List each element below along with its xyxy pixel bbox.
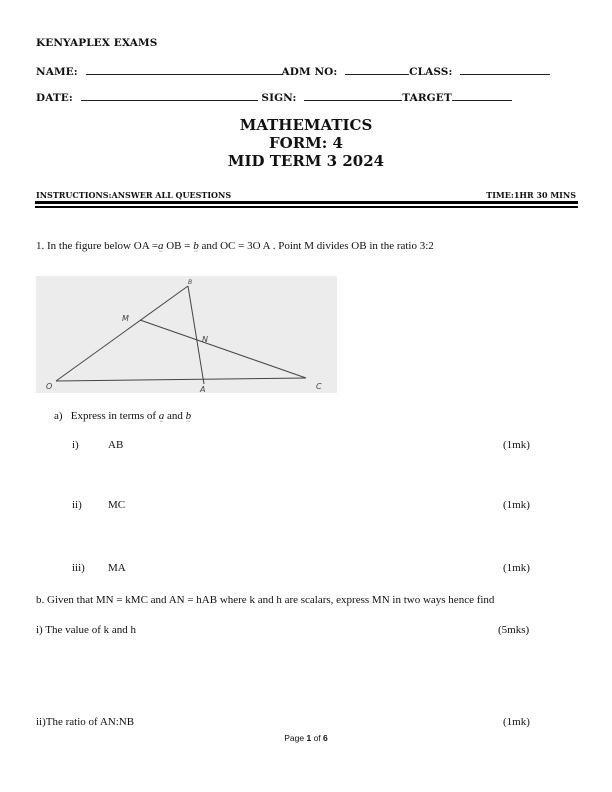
subject-title: MATHEMATICS bbox=[239, 116, 373, 134]
name-field[interactable] bbox=[86, 65, 282, 75]
stem-text-1: 1. In the figure below OA = bbox=[36, 240, 158, 252]
instructions-text: INSTRUCTIONS:ANSWER ALL QUESTIONS bbox=[36, 190, 232, 200]
part-a-prefix: a) bbox=[54, 410, 63, 422]
vector-b: b ~ bbox=[186, 410, 192, 422]
part-a-item-marks: (1mk) bbox=[503, 562, 530, 574]
adm-no-field[interactable] bbox=[345, 65, 409, 75]
label-n: N bbox=[202, 335, 208, 344]
vector-a: a ~ bbox=[158, 240, 164, 252]
page-word: Page bbox=[284, 733, 305, 743]
name-label: NAME: bbox=[36, 66, 78, 78]
part-b-item-label: ii)The ratio of AN:NB bbox=[36, 716, 135, 728]
part-a-item-label: AB bbox=[108, 439, 124, 451]
divider-thin bbox=[35, 206, 578, 208]
part-a-item-num: i) bbox=[72, 439, 79, 451]
part-b-item-label: i) The value of k and h bbox=[36, 624, 136, 636]
part-b-item-marks: (5mks) bbox=[498, 624, 530, 636]
target-label: TARGET bbox=[402, 92, 452, 104]
label-b: B bbox=[188, 279, 193, 286]
stem-text-2: OB = bbox=[163, 240, 191, 252]
current-page: 1 bbox=[306, 733, 312, 743]
page-footer bbox=[0, 733, 612, 743]
label-o: O bbox=[46, 382, 53, 391]
target-field[interactable] bbox=[452, 91, 512, 101]
of-word: of bbox=[313, 733, 321, 743]
part-b-item-marks: (1mk) bbox=[503, 716, 530, 728]
part-a-and: and bbox=[167, 410, 183, 422]
vector-b: b ~ bbox=[193, 240, 199, 252]
part-a-text: Express in terms of bbox=[70, 410, 157, 422]
divider-thick bbox=[35, 201, 578, 204]
vector-a: a ~ bbox=[159, 410, 165, 422]
part-a-item-marks: (1mk) bbox=[503, 499, 530, 511]
part-b-text: b. Given that MN = kMC and AN = hAB where k and h are scalars, express MN in two ways hence find bbox=[36, 594, 495, 606]
class-field[interactable] bbox=[460, 65, 550, 75]
stem-text-3: and OC = 3O A . Point M divides OB in the ratio 3:2 bbox=[198, 240, 434, 252]
part-a-header bbox=[54, 410, 191, 422]
total-pages: 6 bbox=[323, 733, 328, 743]
label-a: A bbox=[200, 385, 206, 393]
exam-title: MID TERM 3 2024 bbox=[227, 152, 385, 170]
part-a-item-num: ii) bbox=[72, 499, 82, 511]
header-row-2 bbox=[36, 91, 512, 104]
triangle-diagram-icon bbox=[36, 276, 337, 393]
date-label: DATE: bbox=[36, 92, 73, 104]
label-m: M bbox=[122, 314, 129, 323]
triangle-figure bbox=[36, 276, 337, 393]
form-title: FORM: 4 bbox=[269, 134, 343, 152]
sign-label: SIGN: bbox=[261, 92, 297, 104]
time-text: TIME:1HR 30 MINS bbox=[486, 190, 576, 200]
adm-no-label: ADM NO: bbox=[281, 66, 338, 78]
part-a-item-marks: (1mk) bbox=[503, 439, 530, 451]
organization-name: KENYAPLEX EXAMS bbox=[36, 37, 158, 49]
part-a-item-num: iii) bbox=[72, 562, 85, 574]
sign-field[interactable] bbox=[304, 91, 402, 101]
question-1-stem bbox=[36, 240, 434, 252]
part-a-item-label: MC bbox=[108, 499, 126, 511]
label-c: C bbox=[316, 382, 322, 391]
part-a-item-label: MA bbox=[108, 562, 126, 574]
class-label: CLASS: bbox=[409, 66, 453, 78]
header-row-1 bbox=[36, 65, 550, 78]
date-field[interactable] bbox=[81, 91, 258, 101]
